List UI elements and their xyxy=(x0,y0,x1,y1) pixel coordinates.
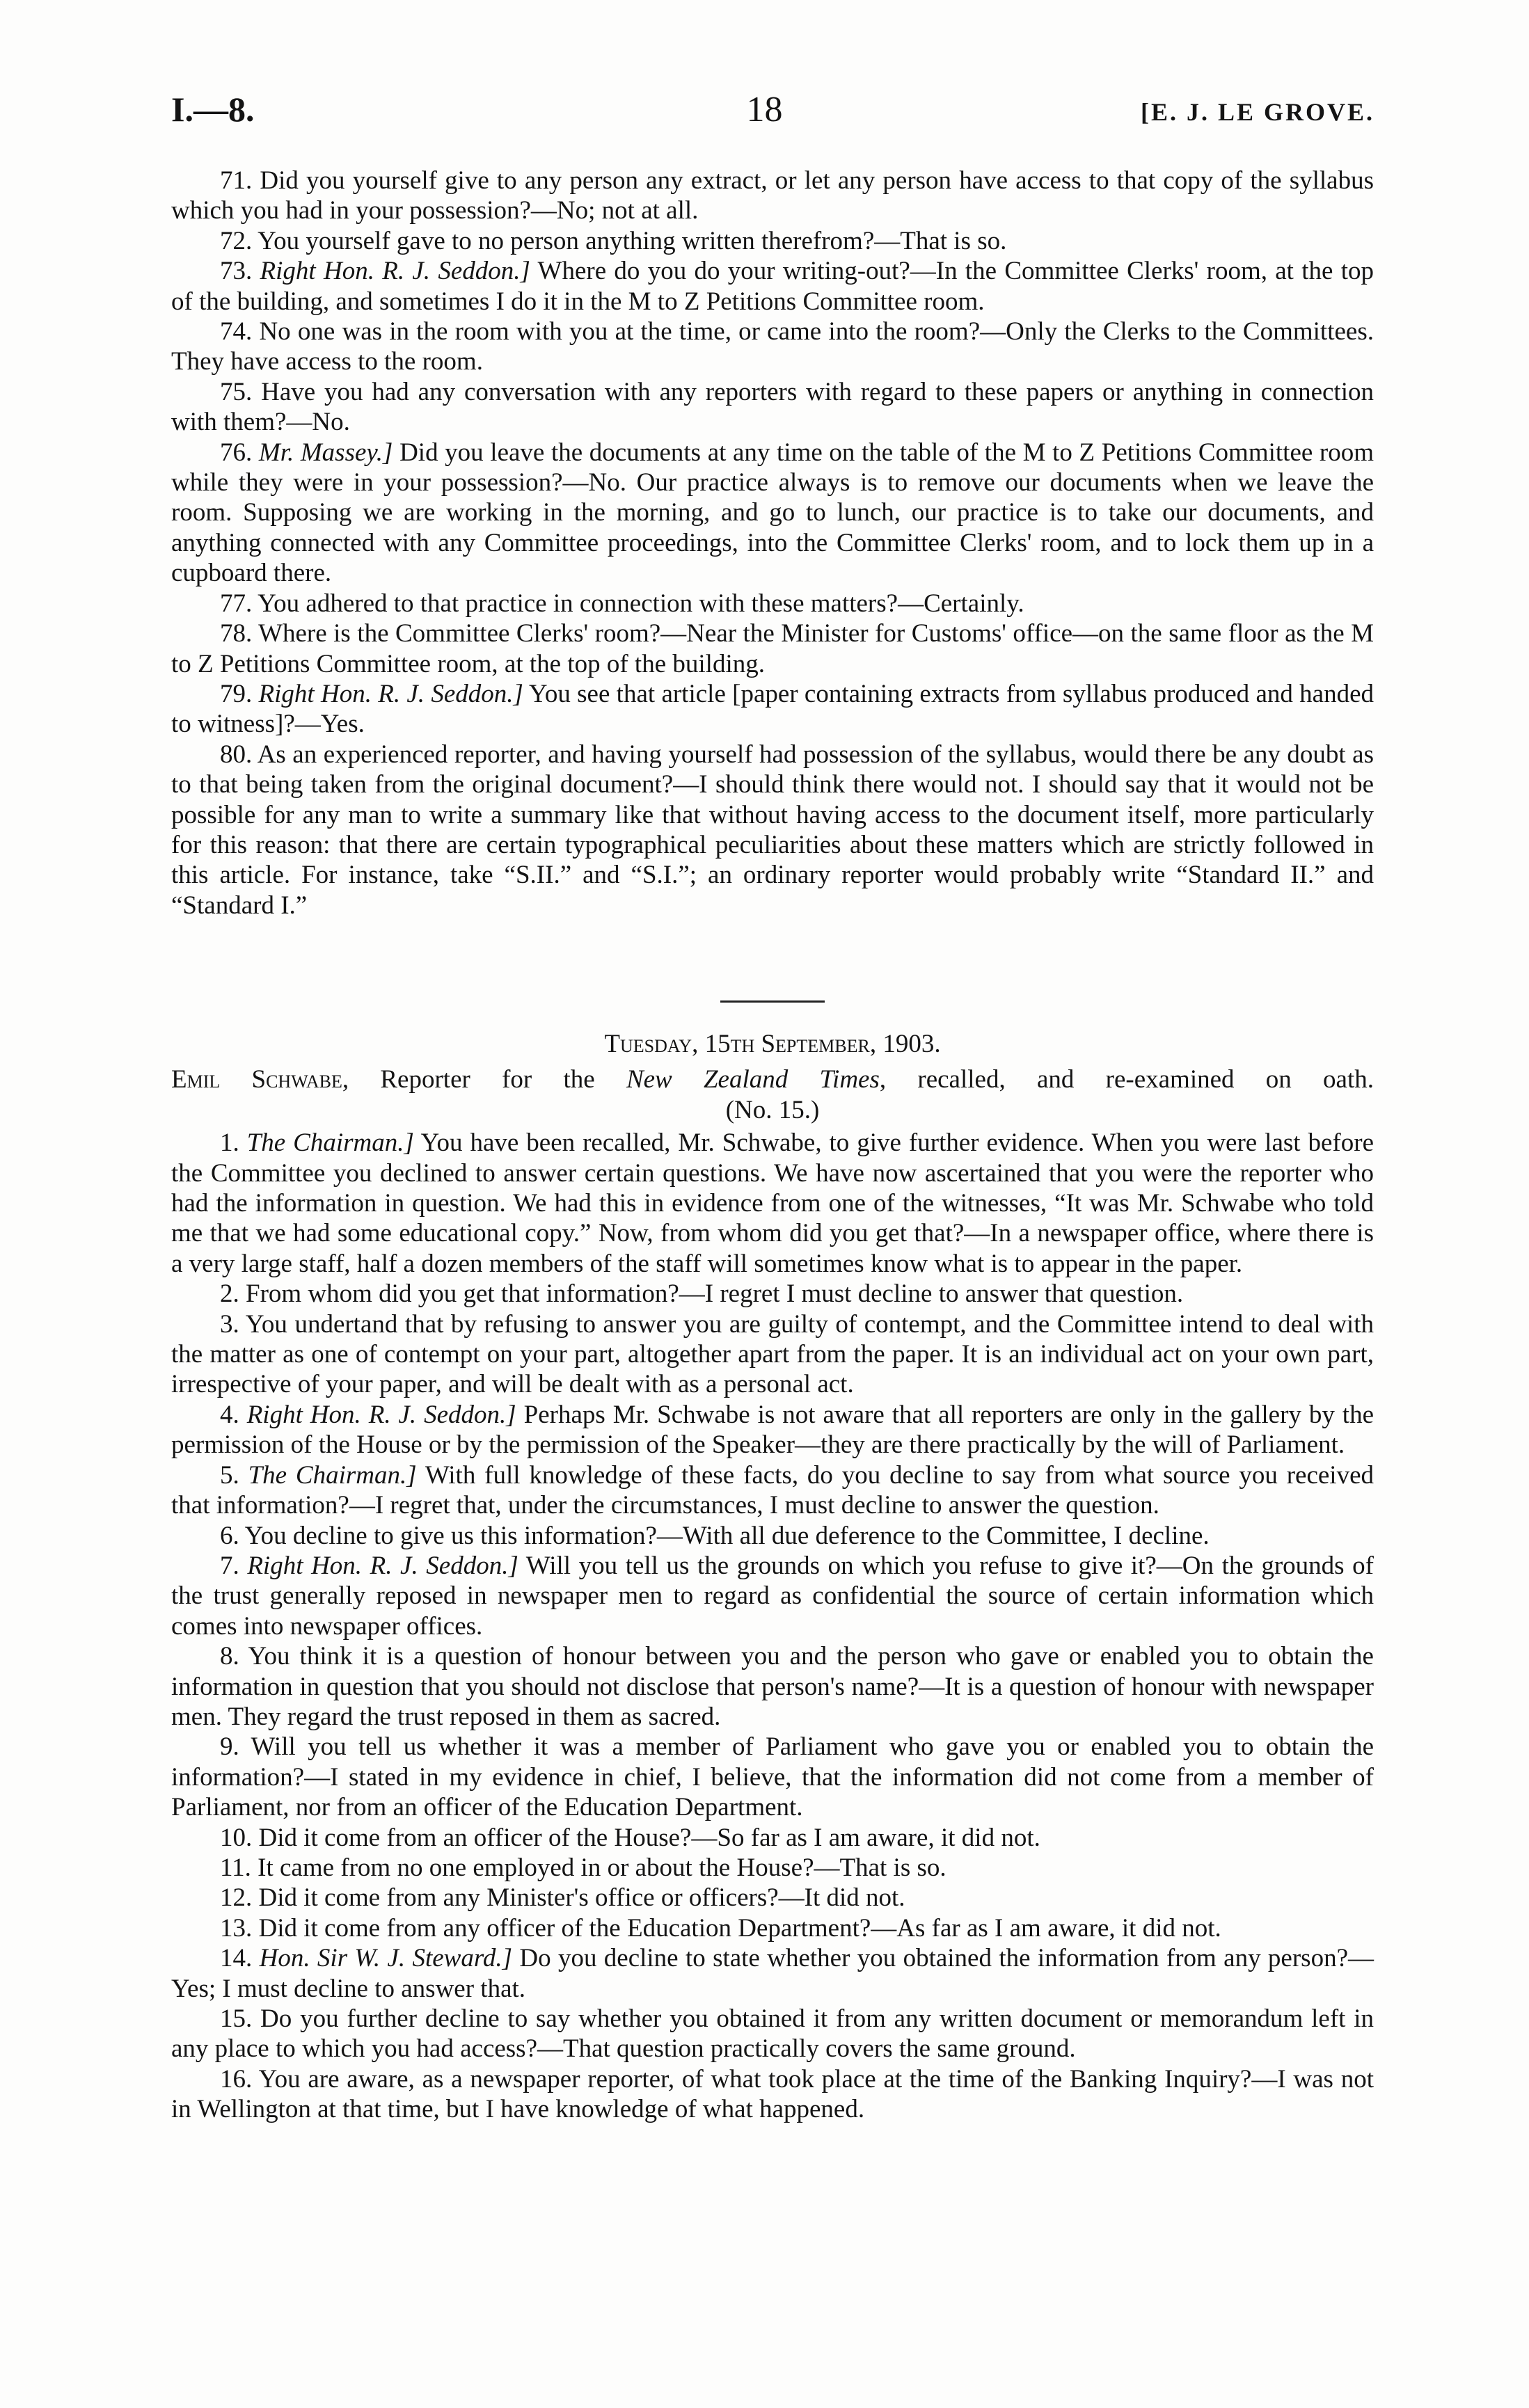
speaker: Right Hon. R. J. Seddon.] xyxy=(247,1551,518,1580)
question-answer xyxy=(171,1521,1374,1551)
question-answer xyxy=(171,2004,1374,2064)
question-text: As an experienced reporter, and having yourself had possession of the syllabus, would there be any doubt as to that being taken from the original document?—I should think there would not. I should say that it would not be possible for any man to write a summary like that without having access to the document itself, more particularly for this reason: that there are certain typographical peculiarities about these matters which are strictly followed in this article. For instance, take “S.II.” and “S.I.”; an ordinary reporter would probably write “Standard II.” and “Standard I.” xyxy=(171,740,1374,920)
question-text: You think it is a question of honour between you and the person who gave or enabled you to obtain the information in question that you should not disclose that person's name?—It is a question of honour with newspaper men. They regard the trust reposed in them as sacred. xyxy=(171,1642,1374,1731)
question-number: 11. xyxy=(220,1853,251,1882)
question-text: Did it come from any officer of the Education Department?—As far as I am aware, it did not. xyxy=(258,1913,1221,1943)
question-number: 1. xyxy=(220,1129,239,1158)
question-number: 3. xyxy=(220,1309,239,1339)
page-number: 18 xyxy=(746,90,783,129)
question-answer xyxy=(171,1400,1374,1460)
witness-desc-post: , recalled, and re-examined on oath. xyxy=(879,1065,1374,1094)
question-text: Will you tell us the grounds on which you refuse to give it?—On the grounds of the trust generally reposed in newspaper men to regard as confidential the source of certain information which comes into newspaper offices. xyxy=(171,1551,1374,1641)
question-answer xyxy=(171,1460,1374,1521)
question-number: 75. xyxy=(220,377,253,406)
question-number: 76. xyxy=(220,438,253,467)
question-text: No one was in the room with you at the time, or came into the room?—Only the Clerks to the Committees. They have access to the room. xyxy=(171,317,1374,376)
question-text: Do you decline to state whether you obtained the information from any person?—Yes; I must decline to answer that. xyxy=(171,1944,1374,2003)
question-text: You see that article [paper containing extracts from syllabus produced and handed to witness]?—Yes. xyxy=(171,679,1374,739)
question-text: Did it come from an officer of the House?—So far as I am aware, it did not. xyxy=(258,1823,1040,1852)
question-text: Did you leave the documents at any time on the table of the M to Z Petitions Committee room while they were in your possession?—No. Our practice always is to remove our documents when we leave the room. Supposing we are working in the morning, and go to lunch, our practice is to take our documents, and anything connected with any Committee proceedings, into the Committee Clerks' room, and to lock them up in a cupboard there. xyxy=(171,438,1374,588)
question-text: Will you tell us whether it was a member of Parliament who gave you or enabled you to obtain the information?—I stated in my evidence in chief, I believe, that the information did not come from a member of Parliament, nor from an officer of the Education Department. xyxy=(171,1732,1374,1822)
question-text: You have been recalled, Mr. Schwabe, to give further evidence. When you were last before the Committee you declined to answer certain questions. We have now ascertained that you were the reporter who had the information in question. We had this in evidence from one of the witnesses, “It was Mr. Schwabe who told me that we had some educational copy.” Now, from whom did you get that?—In a newspaper office, where there is a very large staff, half a dozen members of the staff will sometimes know what is to appear in the paper. xyxy=(171,1129,1374,1278)
question-number: 4. xyxy=(220,1400,239,1429)
speaker: Right Hon. R. J. Seddon.] xyxy=(246,1400,516,1429)
question-text: Perhaps Mr. Schwabe is not aware that all reporters are only in the gallery by the permission of the House or by the permission of the Speaker—they are there practically by the will of Parliament. xyxy=(171,1400,1374,1460)
speaker: The Chairman.] xyxy=(248,1460,417,1490)
question-answer xyxy=(171,1883,1374,1913)
witness-desc-pre: , Reporter for the xyxy=(342,1065,626,1094)
question-number: 12. xyxy=(220,1883,253,1913)
question-text: You decline to give us this information?—With all due deference to the Committee, I decline. xyxy=(244,1521,1210,1550)
newspaper-name: New Zealand Times xyxy=(626,1065,880,1094)
evidence-section-le-grove xyxy=(171,166,1374,920)
question-text: You are aware, as a newspaper reporter, of what took place at the time of the Banking Inquiry?—I was not in Wellington at that time, but I have knowledge of what happened. xyxy=(171,2064,1374,2124)
question-number: 16. xyxy=(220,2064,253,2094)
question-number: 7. xyxy=(220,1551,239,1580)
question-answer xyxy=(171,226,1374,256)
question-text: With full knowledge of these facts, do you decline to say from what source you received that information?—I regret that, under the circumstances, I must decline to answer the question. xyxy=(171,1460,1374,1520)
section-divider xyxy=(720,1000,825,1003)
sitting-date: Tuesday, 15th September, 1903. xyxy=(604,1030,941,1058)
question-number: 74. xyxy=(220,317,253,346)
question-number: 79. xyxy=(220,679,253,708)
witness-heading xyxy=(171,1065,1374,1094)
witness-name: Emil Schwabe xyxy=(171,1065,342,1094)
speaker: Right Hon. R. J. Seddon.] xyxy=(258,679,523,708)
question-text: Have you had any conversation with any reporters with regard to these papers or anything in connection with them?—No. xyxy=(171,377,1374,437)
question-answer xyxy=(171,1309,1374,1400)
question-text: Do you further decline to say whether you obtained it from any written document or memorandum left in any place to which you had access?—That question practically covers the same ground. xyxy=(171,2004,1374,2064)
witness-number: (No. 15.) xyxy=(725,1095,820,1124)
speaker: Mr. Massey.] xyxy=(258,438,393,467)
question-answer xyxy=(171,1732,1374,1822)
question-answer xyxy=(171,438,1374,589)
paper-reference: I.—8. xyxy=(171,90,255,129)
question-number: 13. xyxy=(220,1913,253,1943)
speaker: Hon. Sir W. J. Steward.] xyxy=(259,1944,513,1973)
question-number: 77. xyxy=(220,589,253,618)
question-text: From whom did you get that information?—I regret I must decline to answer that question. xyxy=(246,1279,1184,1309)
question-text: It came from no one employed in or about the House?—That is so. xyxy=(258,1853,946,1882)
question-number: 80. xyxy=(220,740,253,769)
question-answer xyxy=(171,1913,1374,1943)
question-number: 9. xyxy=(220,1732,239,1762)
question-answer xyxy=(171,317,1374,377)
question-text: You adhered to that practice in connection with these matters?—Certainly. xyxy=(258,589,1024,618)
question-answer xyxy=(171,1279,1374,1309)
question-answer xyxy=(171,1943,1374,2004)
question-number: 6. xyxy=(220,1521,239,1550)
question-answer xyxy=(171,1641,1374,1732)
question-number: 73. xyxy=(220,257,253,286)
question-answer xyxy=(171,166,1374,226)
question-number: 71. xyxy=(220,166,253,195)
speaker: Right Hon. R. J. Seddon.] xyxy=(260,257,530,286)
question-number: 78. xyxy=(220,619,253,648)
question-answer xyxy=(171,589,1374,619)
question-answer xyxy=(171,377,1374,438)
question-text: Where do you do your writing-out?—In the Committee Clerks' room, at the top of the building, and sometimes I do it in the M to Z Petitions Committee room. xyxy=(171,257,1374,316)
question-number: 15. xyxy=(220,2004,253,2033)
speaker: The Chairman.] xyxy=(246,1129,414,1158)
question-text: Where is the Committee Clerks' room?—Near the Minister for Customs' office—on the same floor as the M to Z Petitions Committee room, at the top of the building. xyxy=(171,619,1374,678)
question-text: You yourself gave to no person anything written therefrom?—That is so. xyxy=(258,226,1007,255)
question-answer xyxy=(171,1853,1374,1883)
running-head-witness: [E. J. LE GROVE. xyxy=(1140,98,1374,126)
question-text: You undertand that by refusing to answer you are guilty of contempt, and the Committee intend to deal with the matter as one of contempt on your part, altogether apart from the paper. It is an individual act on your own part, irrespective of your paper, and will be dealt with as a personal act. xyxy=(171,1309,1374,1399)
question-number: 2. xyxy=(220,1279,239,1309)
evidence-section-schwabe xyxy=(171,974,1374,2125)
question-answer xyxy=(171,1551,1374,1641)
question-number: 8. xyxy=(220,1642,239,1671)
question-list xyxy=(171,1128,1374,2124)
question-answer xyxy=(171,1823,1374,1853)
question-answer xyxy=(171,740,1374,920)
question-answer xyxy=(171,2064,1374,2125)
question-number: 10. xyxy=(220,1823,253,1852)
question-answer xyxy=(171,679,1374,740)
question-answer xyxy=(171,256,1374,317)
question-number: 72. xyxy=(220,226,253,255)
question-number: 5. xyxy=(220,1460,239,1490)
question-number: 14. xyxy=(220,1944,253,1973)
question-answer xyxy=(171,1128,1374,1279)
question-text: Did you yourself give to any person any extract, or let any person have access to that copy of the syllabus which you had in your possession?—No; not at all. xyxy=(171,166,1374,225)
question-answer xyxy=(171,619,1374,679)
question-text: Did it come from any Minister's office or officers?—It did not. xyxy=(258,1883,905,1913)
